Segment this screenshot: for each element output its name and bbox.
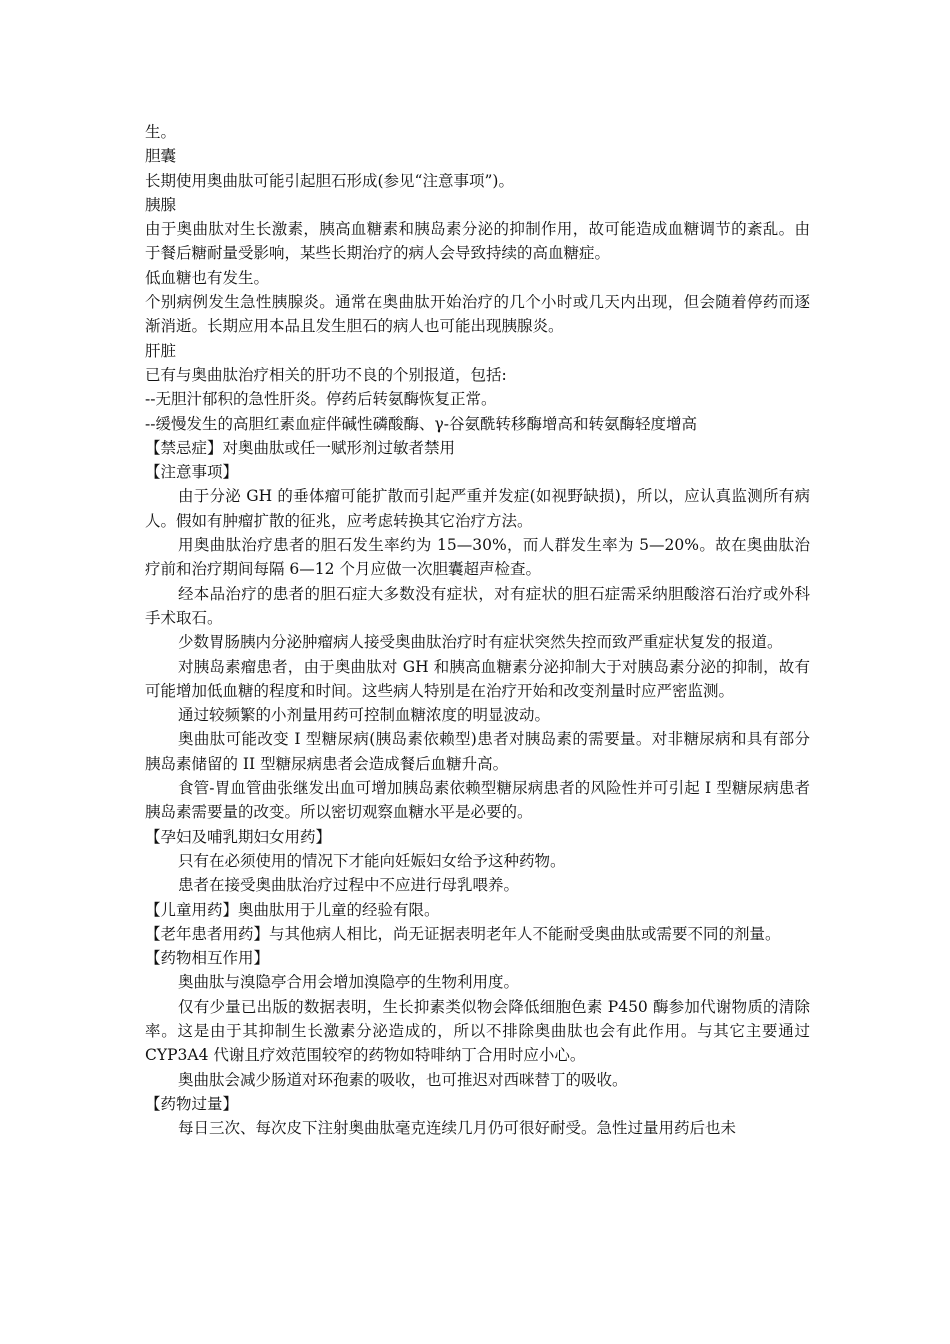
section-label-pregnancy: 【孕妇及哺乳期妇女用药】 <box>145 827 332 846</box>
interactions-paragraph-3: 奥曲肽会减少肠道对环孢素的吸收，也可推迟对西咪替丁的吸收。 <box>178 1070 628 1089</box>
liver-paragraph-3: --缓慢发生的高胆红素血症伴碱性磷酸酶、γ-谷氨酰转移酶增高和转氨酶轻度增高 <box>145 414 697 433</box>
precautions-paragraph-8: 食管-胃血管曲张继发出血可增加胰岛素依赖型糖尿病患者的风险性并可引起 I 型糖尿病患者胰岛素需要量的改变。所以密切观察血糖水平是必要的。 <box>145 779 810 822</box>
precautions-paragraph-7: 奥曲肽可能改变 I 型糖尿病(胰岛素依赖型)患者对胰岛素的需要量。对非糖尿病和具有部分胰岛素储留的 II 型糖尿病患者会造成餐后血糖升高。 <box>145 730 810 773</box>
section-label-contraindications: 【禁忌症】 <box>145 438 223 457</box>
pancreas-paragraph-1: 由于奥曲肽对生长激素，胰高血糖素和胰岛素分泌的抑制作用，故可能造成血糖调节的紊乱。由于餐后糖耐量受影响，某些长期治疗的病人会导致持续的高血糖症。 <box>145 220 810 263</box>
pregnancy-paragraph-2: 患者在接受奥曲肽治疗过程中不应进行母乳喂养。 <box>178 876 520 895</box>
elderly-row <box>145 922 810 946</box>
heading-pancreas: 胰腺 <box>145 195 177 214</box>
children-text: 奥曲肽用于儿童的经验有限。 <box>238 900 440 919</box>
liver-paragraph-1: 已有与奥曲肽治疗相关的肝功不良的个别报道，包括: <box>145 365 507 384</box>
pregnancy-paragraph-1: 只有在必须使用的情况下才能向妊娠妇女给予这种药物。 <box>178 851 566 870</box>
children-row <box>145 898 810 922</box>
precautions-paragraph-4: 少数胃肠胰内分泌肿瘤病人接受奥曲肽治疗时有症状突然失控而致严重症状复发的报道。 <box>178 633 783 652</box>
section-label-interactions: 【药物相互作用】 <box>145 949 270 968</box>
elderly-text: 与其他病人相比，尚无证据表明老年人不能耐受奥曲肽或需要不同的剂量。 <box>269 924 781 943</box>
heading-liver: 肝脏 <box>145 341 177 360</box>
pancreas-paragraph-3: 个别病例发生急性胰腺炎。通常在奥曲肽开始治疗的几个小时或几天内出现，但会随着停药而逐渐消逝。长期应用本品且发生胆石的病人也可能出现胰腺炎。 <box>145 293 810 336</box>
section-label-precautions: 【注意事项】 <box>145 463 239 482</box>
interactions-paragraph-2: 仅有少量已出版的数据表明，生长抑素类似物会降低细胞色素 P450 酶参加代谢物质的清除率。这是由于其抑制生长激素分泌造成的，所以不排除奥曲肽也会有此作用。与其它主要通过 CYP3A4 代谢且疗效范围较窄的药物如特啡纳丁合用时应小心。 <box>145 997 810 1065</box>
precautions-paragraph-2: 用奥曲肽治疗患者的胆石发生率约为 15—30%，而人群发生率为 5—20%。故在奥曲肽治疗前和治疗期间每隔 6—12 个月应做一次胆囊超声检查。 <box>145 536 810 579</box>
contraindications-row <box>145 436 810 460</box>
section-label-elderly: 【老年患者用药】 <box>145 924 270 943</box>
precautions-paragraph-1: 由于分泌 GH 的垂体瘤可能扩散而引起严重并发症(如视野缺损)，所以，应认真监测所有病人。假如有肿瘤扩散的征兆，应考虑转换其它治疗方法。 <box>145 487 810 530</box>
precautions-paragraph-5: 对胰岛素瘤患者，由于奥曲肽对 GH 和胰高血糖素分泌抑制大于对胰岛素分泌的抑制，故有可能增加低血糖的程度和时间。这些病人特别是在治疗开始和改变剂量时应严密监测。 <box>145 657 810 700</box>
document-page <box>145 120 810 1140</box>
section-label-overdose: 【药物过量】 <box>145 1094 239 1113</box>
gallbladder-text: 长期使用奥曲肽可能引起胆石形成(参见“注意事项”)。 <box>145 171 514 190</box>
liver-paragraph-2: --无胆汁郁积的急性肝炎。停药后转氨酶恢复正常。 <box>145 390 497 409</box>
section-label-children: 【儿童用药】 <box>145 900 239 919</box>
precautions-paragraph-6: 通过较频繁的小剂量用药可控制血糖浓度的明显波动。 <box>178 706 551 725</box>
paragraph-continuation: 生。 <box>145 123 177 141</box>
overdose-paragraph-1: 每日三次、每次皮下注射奥曲肽毫克连续几月仍可很好耐受。急性过量用药后也未 <box>178 1119 737 1138</box>
contraindications-text: 对奥曲肽或任一赋形剂过敏者禁用 <box>222 438 456 457</box>
precautions-paragraph-3: 经本品治疗的患者的胆石症大多数没有症状，对有症状的胆石症需采纳胆酸溶石治疗或外科手术取石。 <box>145 584 810 627</box>
interactions-paragraph-1: 奥曲肽与溴隐亭合用会增加溴隐亭的生物利用度。 <box>178 973 520 992</box>
heading-gallbladder: 胆囊 <box>145 147 177 166</box>
pancreas-paragraph-2: 低血糖也有发生。 <box>145 268 270 287</box>
